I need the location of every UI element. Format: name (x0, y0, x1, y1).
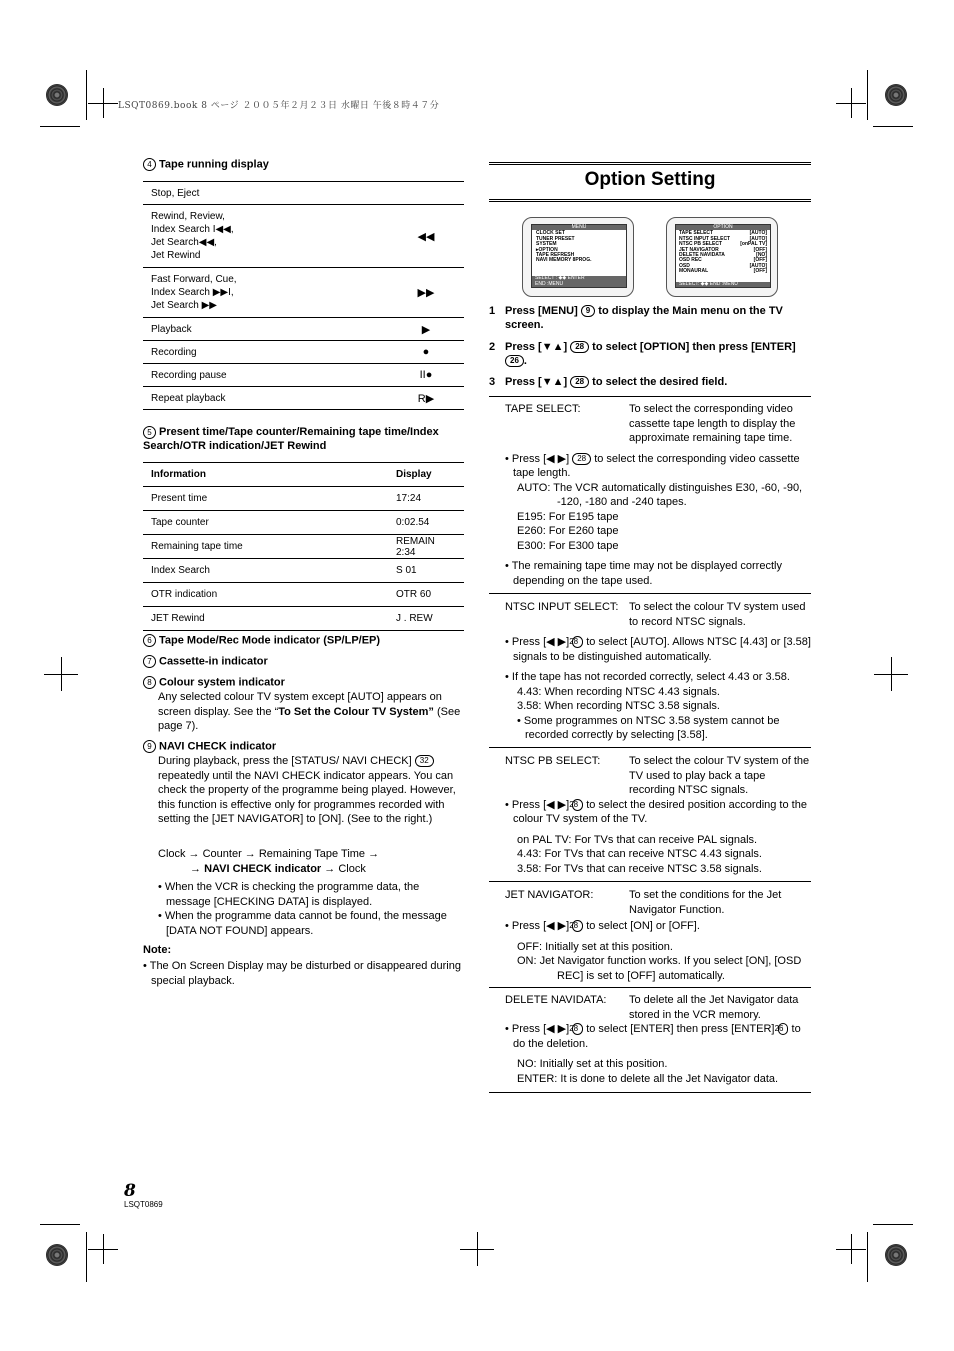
navi-check-text: During playback, press the [STATUS/ NAVI CHECK] 32 repeatedly until the NAVI CHECK indicator appears. You can check the property of the programme being played. However, this function is effective only for programmes recorded with setting the [JET NAVIGATOR] to [ON]. (See to the right.) (158, 755, 456, 825)
list-item: • When the programme data cannot be found, the message [DATA NOT FOUND] appears. (158, 910, 447, 937)
tv-menu-illustration (522, 217, 634, 297)
page-number: 8 (124, 1181, 136, 1201)
tape-running-table: Stop, Eject Rewind, Review, Index Search I◀◀, Jet Search◀◀, Jet Rewind ◀◀ Fast Forward, Cue, Index Search ▶▶I, Jet Search ▶▶ ▶▶ Playback ▶ Recording ● Recording pause II● Repeat playback R▶ (143, 181, 464, 410)
divider (489, 987, 811, 988)
tv-option-illustration (666, 217, 778, 297)
page-ref-badge: 26 (778, 1023, 789, 1035)
table-cell: Repeat playback (143, 387, 388, 410)
page-title: Option Setting (584, 169, 716, 190)
title-bar (489, 162, 811, 202)
menu-screen: MENU CLOCK SET TUNER PRESET SYSTEM ▸OPTION TAPE REFRESH NAVI MEMORY 8PROG. SELECT : ◆◆ ENTER END :MENU (531, 224, 627, 288)
divider (489, 747, 811, 748)
page-ref-badge: 26 (505, 355, 524, 367)
page-ref-badge: 9 (581, 305, 595, 317)
page-ref-badge: 28 (572, 920, 583, 932)
table-cell: Recording pause (143, 364, 388, 387)
section-navi-check-heading: 9 NAVI CHECK indicator (143, 740, 276, 753)
ntsc-pb-block: NTSC PB SELECT: To select the colour TV system of the TV used to play back a tape recording NTSC signals. • Press [◀ ▶] 28 to select the desired position according to the colour TV system of the TV. on PAL TV: For TVs that can receive PAL signals. 4.43: For TVs that can receive NTSC 4.43 signals. 3.58: For TVs that can receive NTSC 3.58 signals. (505, 755, 810, 875)
registration-target-bottom-left (46, 1244, 68, 1266)
page-ref-badge: 28 (572, 453, 591, 465)
navi-flow-line-1: Clock → Counter → Remaining Tape Time → (158, 848, 380, 860)
option-screen: OPTION TAPE SELECT [AUTO] NTSC INPUT SELECT [AUTO] NTSC PB SELECT [onPAL TV] JET NAVIGATOR [OFF] DELETE NAVIDATA [NO] OSD REC [OFF] OSD [AUTO] MONAURAL [OFF] SELECT: ◆◆ END :MENU (675, 224, 771, 288)
divider (489, 1092, 811, 1093)
section-tape-mode-heading: 6 Tape Mode/Rec Mode indicator (SP/LP/EP) (143, 634, 380, 647)
page-ref-badge: 28 (570, 376, 589, 388)
registration-target-bottom-right (885, 1244, 907, 1266)
section-cassette-in-heading: 7 Cassette-in indicator (143, 655, 268, 668)
page-ref-badge: 28 (572, 1023, 583, 1035)
page-ref-badge: 28 (572, 799, 583, 811)
section-tape-running-heading: 4 Tape running display (143, 158, 269, 171)
page-ref-badge: 28 (570, 341, 589, 353)
divider (489, 593, 811, 594)
note-text: • The On Screen Display may be disturbed or disappeared during special playback. (143, 960, 461, 987)
step-3: 3 Press [▼▲] 28 to select the desired field. (489, 376, 728, 388)
page-ref-badge: 28 (572, 636, 583, 648)
divider (489, 396, 811, 397)
step-2: 2 Press [▼▲] 28 to select [OPTION] then press [ENTER] 26 . (489, 341, 796, 367)
tape-select-block: TAPE SELECT: To select the corresponding video cassette tape length to display the approximate remaining tape time. • Press [◀ ▶] 28 to select the corresponding video cassette tape length. AUTO: The VCR automatically distinguishes E30, -60, -90, -120, -180 and -240 tapes. E195: For E195 tape E260: For E260 tape E300: For E300 tape • The remaining tape time may not be displayed correctly depending on the tape used. (505, 403, 803, 587)
list-item: • When the VCR is checking the programme data, the message [CHECKING DATA] is displayed. (158, 881, 420, 908)
information-table: Information Display Present time 17:24 Tape counter 0:02.54 Remaining tape time REMAIN 2:34 Index Search S 01 OTR indication OTR 60 JET Rewind J . REW (143, 462, 464, 631)
divider (489, 881, 811, 882)
registration-target-top-right (885, 84, 907, 106)
table-cell: Fast Forward, Cue, Index Search ▶▶I, Jet Search ▶▶ (143, 268, 388, 318)
step-1: 1 Press [MENU] 9 to display the Main menu on the TV screen. (489, 305, 783, 331)
delete-navidata-block: DELETE NAVIDATA: To delete all the Jet Navigator data stored in the VCR memory. • Press [◀ ▶] 28 to select [ENTER] then press [ENTER] 26 to do the deletion. NO: Initially set at this position. ENTER: It is done to delete all the Jet Navigator data. (505, 994, 801, 1085)
table-cell: Playback (143, 318, 388, 341)
colour-system-text: Any selected colour TV system except [AUTO] appears on screen display. See the “To Set the Colour TV System” (See page 7). (158, 691, 461, 732)
table-cell: Recording (143, 341, 388, 364)
table-cell: Stop, Eject (143, 182, 388, 205)
print-header: LSQT0869.book 8 ページ ２００５年２月２３日 水曜日 午後８時４７分 (118, 101, 440, 111)
navi-bullets (158, 880, 464, 938)
note-heading: Note: (143, 944, 172, 956)
table-cell: Rewind, Review, Index Search I◀◀, Jet Search◀◀, Jet Rewind (143, 205, 388, 268)
page-ref-badge: 32 (415, 755, 434, 767)
jet-navigator-block: JET NAVIGATOR: To set the conditions for the Jet Navigator Function. • Press [◀ ▶] 28 to select [ON] or [OFF]. OFF: Initially set at this position. ON: Jet Navigator function works. If you select [ON], [OSD REC] is set to [OFF] automatically. (505, 889, 802, 982)
registration-target-top-left (46, 84, 68, 106)
section-present-time-heading: 5 Present time/Tape counter/Remaining tape time/Index Search/OTR indication/JET Rewind (143, 426, 439, 452)
page-code: LSQT0869 (124, 1200, 163, 1209)
section-colour-system-heading: 8 Colour system indicator (143, 676, 285, 689)
navi-flow-line-2: → NAVI CHECK indicator → Clock (190, 863, 366, 875)
ntsc-input-block: NTSC INPUT SELECT: To select the colour TV system used to record NTSC signals. • Press [◀ ▶] 28 to select [AUTO]. Allows NTSC [4.43] or [3.58] signals to be distinguished automatically. • If the tape has not recorded correctly, select 4.43 or 3.58. 4.43: When recording NTSC 4.43 signals. 3.58: When recording NTSC 3.58 signals. • Some programmes on NTSC 3.58 system cannot be recorded correctly by selecting [3.58]. (505, 601, 811, 741)
